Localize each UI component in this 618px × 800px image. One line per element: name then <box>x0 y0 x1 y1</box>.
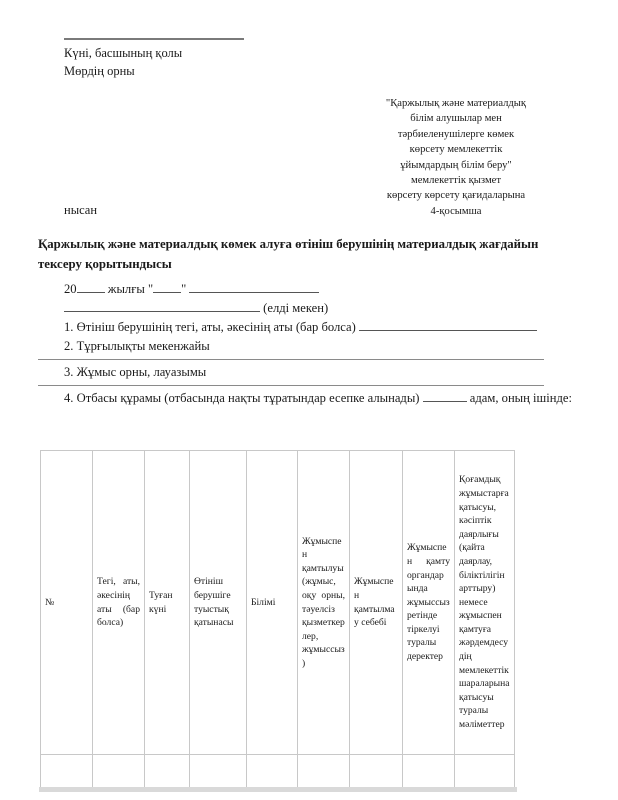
table-header-public-works: Қоғамдық жұмыстарға қатысуы, кәсіптік даярлығы (қайта даярлау, біліктілігін арттыру) немесе жұмыспен қамтуға жәрдемдесудің мемлекеттік шараларына қатысуы туралы мәліметтер <box>455 451 515 755</box>
appendix-line-2: білім алушылар мен <box>410 113 502 125</box>
form-word-label: нысан <box>64 203 98 217</box>
appendix-line-8: 4-қосымша <box>430 205 482 217</box>
form-body <box>38 280 584 408</box>
table-header-unemployment-reason: Жұмыспен қамтылмау себебі <box>350 451 403 755</box>
item-2-number: 2. <box>64 339 74 353</box>
table-header-education: Білімі <box>247 451 298 755</box>
item-4-number: 4. <box>64 391 74 405</box>
item-4-count-blank[interactable] <box>423 401 467 402</box>
item-2-label: Тұрғылықты мекенжайы <box>76 339 210 353</box>
item-3 <box>38 363 584 382</box>
item-3-rule <box>38 385 544 386</box>
item-4 <box>38 389 584 408</box>
table-cell-fullname[interactable] <box>93 755 145 788</box>
page-title: Қаржылық және материалдық көмек алуға өтініш берушінің материалдық жағдайын тексеру қорытындысы <box>38 237 539 271</box>
table-header-registration-data: Жұмыспен қамту органдарында жұмыссыз ретінде тіркелуі туралы деректер <box>403 451 455 755</box>
item-1-label: Өтініш берушінің тегі, аты, әкесінің аты (бар болса) <box>76 320 356 334</box>
appendix-line-1: "Қаржылық және материалдық <box>385 98 527 109</box>
item-4-label: Отбасы құрамы (отбасында нақты тұратындар есепке алынады) <box>76 391 420 405</box>
appendix-line-5: ұйымдардың білім беру" <box>400 159 512 171</box>
family-composition-table-wrapper <box>40 450 514 792</box>
table-header-row <box>41 451 515 755</box>
seal-place-label: Мөрдің орны <box>64 64 135 78</box>
item-1-number: 1. <box>64 320 74 334</box>
table-header-fullname: Тегі, аты, әкесінің аты (бар болса) <box>93 451 145 755</box>
table-cell-employment[interactable] <box>298 755 350 788</box>
signature-block <box>64 38 364 80</box>
appendix-line-7: көрсету көрсету қағидаларына <box>386 190 526 202</box>
table-header-relationship: Өтініш берушіге туыстық қатынасы <box>190 451 247 755</box>
table-row[interactable] <box>41 755 515 788</box>
table-cell-birthdate[interactable] <box>145 755 190 788</box>
appendix-reference-block <box>340 96 572 219</box>
signature-rule <box>64 38 244 40</box>
locality-blank[interactable] <box>64 311 260 312</box>
appendix-line-3: тәрбиеленушілерге көмек <box>397 128 515 140</box>
item-2 <box>38 337 584 356</box>
item-2-rule <box>38 359 544 360</box>
appendix-line-4: көрсету мемлекеттік <box>409 144 503 156</box>
table-cell-registration-data[interactable] <box>403 755 455 788</box>
table-cell-relationship[interactable] <box>190 755 247 788</box>
table-bottom-bar <box>39 787 517 792</box>
quote-close: " <box>181 282 187 296</box>
signature-date-label: Күні, басшының қолы <box>64 46 183 60</box>
appendix-line-6: мемлекеттік қызмет <box>410 175 501 187</box>
year-word: жылғы <box>107 282 145 296</box>
year-prefix: 20 <box>64 282 77 296</box>
table-header-employment: Жұмыспен қамтылуы (жұмыс, оқу орны, тәуелсіз қызметкерлер, жұмыссыз) <box>298 451 350 755</box>
item-1-blank[interactable] <box>359 330 537 331</box>
item-3-label: Жұмыс орны, лауазымы <box>76 365 207 379</box>
item-1 <box>38 318 584 337</box>
table-header-number: № <box>41 451 93 755</box>
item-4-tail: адам, оның ішінде: <box>469 391 572 405</box>
day-blank[interactable] <box>153 292 181 293</box>
locality-label: (елді мекен) <box>263 301 329 315</box>
table-cell-public-works[interactable] <box>455 755 515 788</box>
table-cell-education[interactable] <box>247 755 298 788</box>
table-cell-unemployment-reason[interactable] <box>350 755 403 788</box>
family-composition-table <box>40 450 515 788</box>
date-line <box>38 280 584 299</box>
quote-open: " <box>147 282 154 296</box>
locality-line <box>38 299 584 318</box>
year-blank[interactable] <box>77 292 105 293</box>
item-3-number: 3. <box>64 365 74 379</box>
table-cell-number[interactable] <box>41 755 93 788</box>
month-blank[interactable] <box>189 292 319 293</box>
table-header-birthdate: Туған күні <box>145 451 190 755</box>
